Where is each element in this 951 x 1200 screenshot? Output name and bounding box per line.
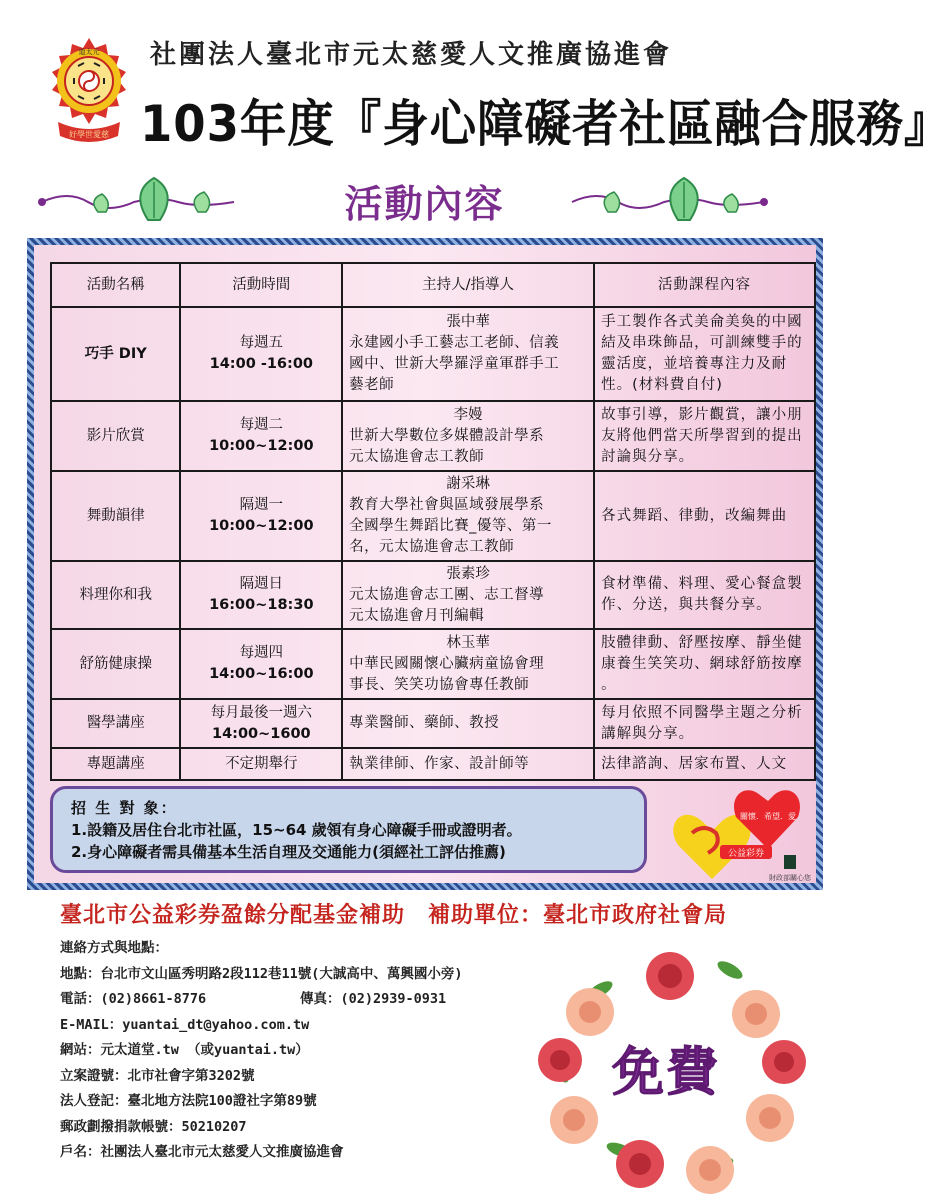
- table-row: [51, 561, 815, 629]
- host-name: 張素珍: [446, 565, 490, 582]
- header-activity-time: 活動時間: [180, 263, 342, 307]
- activity-name: 料理你和我: [51, 561, 180, 629]
- table-row: [51, 699, 815, 748]
- activity-name: 專題講座: [51, 748, 180, 780]
- association-logo: [48, 36, 130, 154]
- activity-host: [342, 471, 594, 561]
- contact-phone: 電話：(02)8661-8776: [60, 991, 207, 1007]
- recruitment-item: 2.身心障礙者需具備基本生活自理及交通能力(須經社工評估推薦): [71, 843, 506, 861]
- table-row: [51, 629, 815, 699]
- activity-content: 故事引導，影片觀賞，讓小朋友將他們當天所學習到的提出討論與分享。: [594, 401, 815, 471]
- activity-name: 醫學講座: [51, 699, 180, 748]
- table-row: [51, 307, 815, 401]
- activity-time: [180, 748, 342, 780]
- contact-address: 地點：台北市文山區秀明路2段112巷11號(大誠高中、萬興國小旁): [60, 965, 463, 982]
- host-detail: 藝老師: [349, 377, 395, 393]
- activity-host: [342, 748, 594, 780]
- recruitment-item: 1.設籍及居住台北市社區，15~64 歲領有身心障礙手冊或證明者。: [71, 821, 522, 839]
- host-name: 李嫚: [453, 406, 483, 423]
- header-course-content: 活動課程內容: [594, 263, 815, 307]
- table-row: [51, 471, 815, 561]
- activity-content: 每月依照不同醫學主題之分析講解與分享。: [594, 699, 815, 748]
- contact-phone-fax-line: [60, 987, 463, 1013]
- lottery-label: 公益彩券: [727, 849, 765, 859]
- activity-frame-inner: [34, 245, 816, 883]
- recruitment-box: [50, 786, 647, 873]
- host-detail: 元太協進會志工教師: [349, 448, 485, 465]
- time-hours: 14:00~1600: [211, 725, 311, 742]
- activity-host: [342, 561, 594, 629]
- host-detail: 名，元太協進會志工教師: [349, 539, 515, 555]
- activity-name: 舒筋健康操: [51, 629, 180, 699]
- activity-table: [50, 262, 816, 781]
- contact-info: [60, 936, 463, 1166]
- activity-name: 巧手 DIY: [51, 307, 180, 401]
- time-hours: 16:00~18:30: [209, 597, 314, 613]
- host-detail: 教育大學社會與區域發展學系: [349, 497, 545, 513]
- host-detail: 元太協進會志工團、志工督導: [349, 586, 545, 603]
- activity-time: [180, 307, 342, 401]
- activity-content: 肢體律動、舒壓按摩、靜坐健康養生笑笑功、網球舒筋按摩 。: [594, 629, 815, 699]
- postal-account: 郵政劃撥捐款帳號：50210207: [60, 1118, 247, 1135]
- activity-time: [180, 561, 342, 629]
- activity-content: 各式舞蹈、律動，改編舞曲: [594, 471, 815, 561]
- activity-content: 食材準備、料理、愛心餐盒製作、分送，與共餐分享。: [594, 561, 815, 629]
- funding-statement: 臺北市公益彩券盈餘分配基金補助 補助單位：臺北市政府社會局: [60, 903, 728, 928]
- host-detail: 世新大學數位多媒體設計學系: [349, 427, 545, 444]
- time-hours: 10:00~12:00: [209, 518, 314, 534]
- leaf-vine-right-icon: [568, 172, 768, 228]
- registration-number: 立案證號：北市社會字第3202號: [60, 1067, 255, 1084]
- activity-name: 影片欣賞: [51, 401, 180, 471]
- time-day: 不定期舉行: [225, 755, 298, 772]
- time-day: 隔週日: [239, 576, 284, 592]
- host-detail: 國中、世新大學羅浮童軍群手工: [349, 356, 560, 372]
- activity-host: [342, 629, 594, 699]
- time-hours: 10:00~12:00: [209, 438, 314, 454]
- contact-email[interactable]: E-MAIL：yuantai_dt@yahoo.com.tw: [60, 1016, 310, 1033]
- main-title: 103年度『身心障礙者社區融合服務』: [140, 95, 951, 153]
- public-welfare-lottery-logo: [664, 783, 814, 883]
- activity-host: [342, 307, 594, 401]
- time-day: 每週五: [239, 335, 284, 351]
- host-detail: 事長、笑笑功協會專任教師: [349, 676, 530, 693]
- activity-time: [180, 629, 342, 699]
- table-row: [51, 401, 815, 471]
- recruitment-heading: 招 生 對 象：: [71, 799, 178, 817]
- free-badge: 免費: [612, 1043, 721, 1103]
- activity-frame: [27, 238, 823, 890]
- host-detail: 全國學生舞蹈比賽_優等、第一: [349, 518, 552, 534]
- activity-host: [342, 699, 594, 748]
- table-row: [51, 748, 815, 780]
- host-detail: 專業醫師、藥師、教授: [349, 715, 500, 731]
- activity-content: 手工製作各式美侖美奐的中國結及串珠飾品，可訓練雙手的靈活度，並培養專注力及耐性。(材料費自付): [594, 307, 815, 401]
- legal-registration: 法人登記：臺北地方法院100證社字第89號: [60, 1093, 317, 1109]
- host-detail: 元太協進會月刊編輯: [349, 607, 485, 624]
- time-day: 每月最後一週六: [210, 704, 313, 721]
- activity-time: [180, 699, 342, 748]
- activity-name: 舞動韻律: [51, 471, 180, 561]
- time-day: 每週四: [239, 645, 284, 661]
- host-name: 謝采琳: [446, 476, 490, 492]
- time-day: 隔週一: [239, 497, 284, 513]
- host-name: 張中華: [446, 314, 490, 330]
- table-header-row: [51, 263, 815, 307]
- host-detail: 執業律師、作家、設計師等: [349, 755, 530, 772]
- host-detail: 永建國小手工藝志工老師、信義: [349, 335, 560, 351]
- contact-heading: 連絡方式與地點：: [60, 940, 168, 956]
- time-hours: 14:00 -16:00: [209, 356, 314, 372]
- account-name: 戶名：社團法人臺北市元太慈愛人文推廣協進會: [60, 1144, 344, 1160]
- header-host: 主持人/指導人: [342, 263, 594, 307]
- activity-time: [180, 401, 342, 471]
- time-day: 每週二: [239, 417, 284, 433]
- lottery-heart-text: 關懷．希望．愛: [740, 812, 796, 821]
- activity-time: [180, 471, 342, 561]
- ministry-text: 財政部關心您: [769, 874, 811, 882]
- activity-content: 法律諮詢、居家布置、人文: [594, 748, 815, 780]
- host-name: 林玉華: [446, 634, 490, 651]
- activity-host: [342, 401, 594, 471]
- logo-ring-text: 道太元: [78, 48, 100, 56]
- logo-bottom-text: 好學世愛慈: [69, 130, 109, 139]
- organization-name: 社團法人臺北市元太慈愛人文推廣協進會: [150, 40, 673, 70]
- contact-fax: 傳真：(02)2939-0931: [300, 991, 447, 1007]
- time-hours: 14:00~16:00: [209, 666, 314, 682]
- subtitle-activity-content: 活動內容: [344, 182, 505, 226]
- header-activity-name: 活動名稱: [51, 263, 180, 307]
- contact-website[interactable]: 網站：元太道堂.tw （或yuantai.tw）: [60, 1042, 309, 1058]
- host-detail: 中華民國關懷心臟病童協會理: [349, 655, 545, 672]
